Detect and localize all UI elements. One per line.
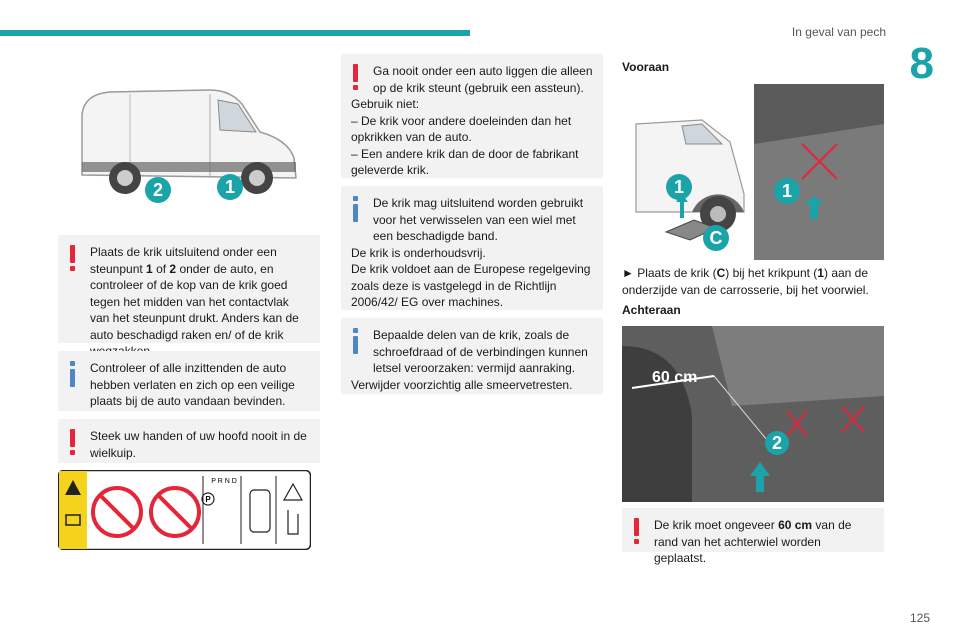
front-instruction: ► Plaats de krik (C) bij het krikpunt (1) aan de onderzijde van de carrosserie, bij het voorwiel. (622, 266, 869, 297)
chapter-number: 8 (909, 39, 934, 88)
info-icon (349, 326, 361, 356)
info-text: Controleer of alle inzittenden de auto hebben verlaten en zich op een veilige plaats bij de auto vandaan bevinden. (90, 361, 295, 408)
van-side-illustration (70, 80, 310, 210)
rear-heading: Achteraan (622, 303, 681, 317)
warning-text-line3: – De krik voor andere doeleinden dan het opkrikken van de auto. (351, 113, 572, 144)
warning-box-wheel-arch (58, 419, 320, 463)
info-text-line1: De krik mag uitsluitend worden gebruikt voor het verwisselen van een wiel met een beschadigde band. (373, 196, 584, 243)
info-box-jack-parts (341, 318, 603, 394)
support-point-label-2: 2 (152, 180, 164, 200)
front-jack-point-illustration (632, 84, 884, 260)
warning-text: Steek uw handen of uw hoofd nooit in de wielkuip. (90, 429, 307, 460)
info-text-line3: De krik voldoet aan de Europese regelgeving zoals deze is vastgelegd in de Richtlijn 2006/42/ EG over machines. (351, 262, 591, 309)
warning-text: Plaats de krik uitsluitend onder een steunpunt 1 of 2 onder de auto, en controleer of de kop van de krik goed tegen het midden van het contactvlak van het steunpunt drukt. Anders kan de auto beschadigd raken en/ of de krik (90, 245, 299, 342)
support-point-label-1: 1 (224, 177, 236, 197)
section-title: In geval van pech (791, 25, 886, 39)
warning-text-line1: Ga nooit onder een auto liggen die alleen op de krik steunt (gebruik een assteun). (373, 64, 593, 95)
info-box-occupants (58, 351, 320, 411)
warning-icon (66, 427, 78, 457)
svg-text:1: 1 (781, 181, 793, 201)
warning-text-line4: – Een andere krik dan de door de fabrikant geleverde krik. (351, 146, 579, 177)
svg-text:1: 1 (673, 177, 685, 197)
svg-text:2: 2 (771, 433, 783, 453)
distance-label: 60 cm (652, 369, 698, 386)
info-box-jack-usage (341, 186, 603, 310)
front-heading: Vooraan (622, 60, 670, 74)
header-accent-bar (0, 30, 470, 36)
svg-text:P: P (205, 495, 211, 504)
svg-text:C: C (709, 228, 723, 248)
warning-icon (630, 516, 642, 546)
warning-icon (66, 243, 78, 273)
warning-text-line2: Gebruik niet: (351, 97, 420, 111)
gear-selector-label: P R N D (211, 478, 237, 485)
jack-pictogram-label (58, 470, 311, 550)
rear-jack-point-illustration (622, 326, 884, 502)
info-icon (66, 359, 78, 389)
warning-box-support-points (58, 235, 320, 343)
warning-box-axle-stand (341, 54, 603, 178)
info-text-line1: Bepaalde delen van de krik, zoals de schroefdraad of de verbindingen kunnen letsel veroorzaken: vermijd aanraking. (373, 328, 588, 375)
warning-icon (349, 62, 361, 92)
info-text-line2: De krik is onderhoudsvrij. (351, 245, 486, 260)
info-text-line2: Verwijder voorzichtig alle smeervetresten. (351, 377, 573, 392)
page-number: 125 (909, 611, 930, 625)
warning-box-rear-distance (622, 508, 884, 565)
warning-text: De krik moet ongeveer 60 cm van de rand van het achterwiel worden geplaatst. (654, 518, 852, 565)
info-icon (349, 194, 361, 224)
